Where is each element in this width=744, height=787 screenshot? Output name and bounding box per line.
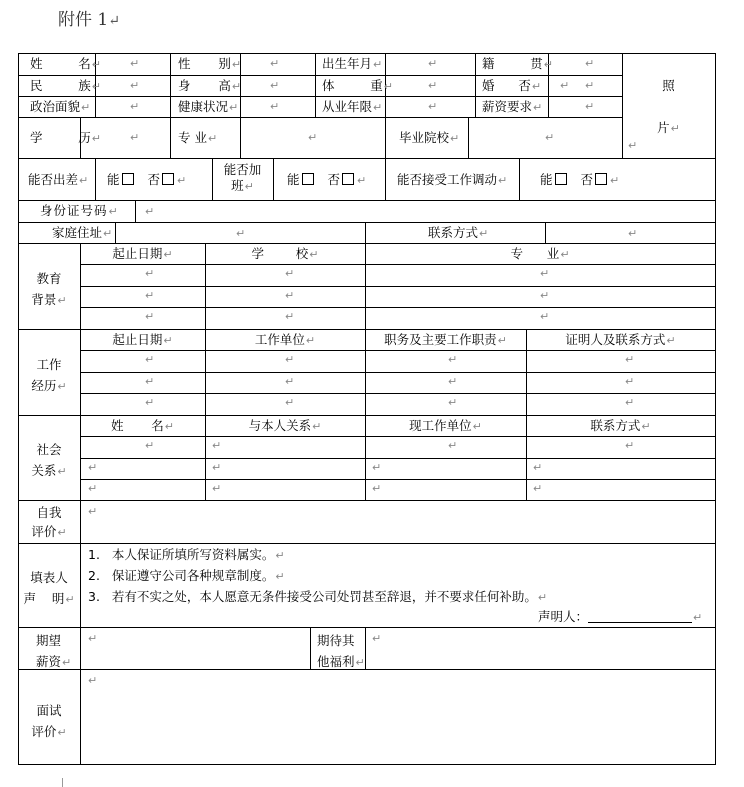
birth-label: 出生年月↵ [322, 56, 383, 71]
social-header-name: 姓 名↵ [110, 418, 175, 433]
social-header-employer: 现工作单位↵ [409, 418, 482, 433]
edu-header-major: 专 业↵ [510, 246, 570, 261]
work-years-label: 从业年限↵ [322, 99, 383, 114]
form-input-cell[interactable]: ↵ [308, 131, 318, 144]
form-input-cell[interactable]: ↵ [428, 100, 438, 113]
form-input-cell[interactable]: ↵ [270, 79, 280, 92]
id-number-label: 身份证号码↵ [40, 203, 119, 218]
grid-line [545, 222, 546, 243]
form-input-cell[interactable]: ↵ [145, 375, 155, 388]
grid-line [170, 53, 171, 117]
political-status-label: 政治面貌↵ [30, 99, 91, 114]
form-input-cell[interactable]: ↵ [560, 79, 570, 92]
photo-label-2: 片↵ [657, 120, 680, 135]
gender-label: 性 别↵ [178, 56, 242, 71]
overtime-options: 能 否 ↵ [287, 172, 367, 187]
form-input-cell[interactable]: ↵ [212, 461, 222, 474]
grid-line [365, 627, 366, 669]
form-input-cell[interactable]: ↵ [585, 100, 595, 113]
grid-line [622, 53, 623, 158]
grid-line [18, 200, 716, 201]
grid-line [18, 243, 716, 244]
social-side-label: 社会 关系↵ [31, 442, 67, 478]
declaration-item-2: 2. 保证遵守公司各种规章制度。↵ [88, 568, 285, 583]
self-eval-label: 自我 评价↵ [31, 505, 67, 539]
education-side-label: 教育 背景↵ [31, 271, 67, 307]
grid-line [475, 53, 476, 117]
form-input-cell[interactable]: ↵ [540, 310, 550, 323]
transfer-options: 能 否 ↵ [540, 172, 620, 187]
form-input-cell[interactable]: ↵ [540, 267, 550, 280]
name-label: 姓 名↵ [30, 56, 101, 71]
grid-line [18, 158, 716, 159]
form-input-cell[interactable]: ↵ [145, 396, 155, 409]
table-border-left [18, 53, 19, 765]
form-input-cell[interactable]: ↵ [145, 267, 155, 280]
overtime-yes-checkbox[interactable] [302, 173, 314, 185]
education-level-label: 学 历↵ [30, 130, 101, 145]
form-input-cell[interactable]: ↵ [585, 57, 595, 70]
grid-line [80, 436, 716, 437]
travel-label: 能否出差↵ [28, 172, 89, 187]
form-input-cell[interactable]: ↵ [285, 396, 295, 409]
form-input-cell[interactable]: ↵ [448, 375, 458, 388]
ethnic-label: 民 族↵ [30, 78, 101, 93]
grid-line [18, 329, 716, 330]
grid-line [365, 222, 366, 243]
form-input-cell[interactable]: ↵ [448, 396, 458, 409]
form-input-cell[interactable]: ↵ [212, 482, 222, 495]
travel-no-checkbox[interactable] [162, 173, 174, 185]
contact-input[interactable]: ↵ [628, 227, 638, 240]
graduate-school-label: 毕业院校↵ [399, 130, 460, 145]
grid-line [115, 222, 116, 243]
photo-label-1: 照 [662, 78, 675, 93]
paragraph-mark [62, 778, 63, 787]
grid-line [80, 458, 716, 459]
form-input-cell[interactable]: ↵ [270, 100, 280, 113]
health-label: 健康状况↵ [178, 99, 239, 114]
table-border-right [715, 53, 716, 765]
form-input-cell[interactable]: ↵ [545, 131, 555, 144]
table-border-top [18, 53, 716, 54]
form-input-cell[interactable]: ↵ [625, 353, 635, 366]
form-input-cell[interactable]: ↵ [428, 79, 438, 92]
edu-header-school: 学 校↵ [251, 246, 319, 261]
expected-salary-input[interactable]: ↵ [88, 632, 98, 645]
home-address-label: 家庭住址↵ [52, 225, 113, 240]
form-input-cell[interactable]: ↵ [145, 289, 155, 302]
grid-line [135, 200, 136, 222]
expected-benefits-input[interactable]: ↵ [372, 632, 382, 645]
social-header-contact: 联系方式↵ [590, 418, 651, 433]
grid-line [315, 53, 316, 117]
signature-line[interactable]: 声明人： ↵ [538, 609, 703, 624]
work-side-label: 工作 经历↵ [31, 357, 67, 393]
grid-line [80, 307, 716, 308]
grid-line [273, 158, 274, 200]
overtime-no-checkbox[interactable] [342, 173, 354, 185]
grid-line [18, 415, 716, 416]
grid-line [95, 158, 96, 200]
contact-label: 联系方式↵ [428, 225, 489, 240]
declaration-item-1: 1. 本人保证所填所写资料属实。↵ [88, 547, 285, 562]
grid-line [18, 500, 716, 501]
transfer-no-checkbox[interactable] [595, 173, 607, 185]
table-border-bottom [18, 764, 716, 765]
form-input-cell[interactable]: ↵ [212, 439, 222, 452]
form-input-cell[interactable]: ↵ [372, 461, 382, 474]
weight-label: 体 重↵ [322, 78, 393, 93]
form-input-cell[interactable]: ↵ [130, 100, 140, 113]
work-header-reference: 证明人及联系方式↵ [565, 332, 676, 347]
declaration-side-label: 填表人 声 明↵ [23, 570, 75, 606]
form-input-cell[interactable]: ↵ [585, 79, 595, 92]
page-title: 附件 1↵ [58, 10, 120, 30]
declaration-item-3: 3. 若有不实之处，本人愿意无条件接受公司处罚甚至辞退，并不要求任何补助。↵ [88, 589, 548, 604]
form-input-cell[interactable]: ↵ [448, 353, 458, 366]
interview-eval-input[interactable]: ↵ [88, 674, 98, 687]
form-input-cell[interactable]: ↵ [285, 267, 295, 280]
form-input-cell[interactable]: ↵ [372, 482, 382, 495]
form-input-cell[interactable]: ↵ [285, 310, 295, 323]
native-place-label: 籍 贯↵ [482, 56, 553, 71]
expected-salary-label: 期望 薪资↵ [36, 633, 72, 669]
grid-line [170, 117, 171, 158]
grid-line [80, 479, 716, 480]
grid-line [519, 158, 520, 200]
transfer-yes-checkbox[interactable] [555, 173, 567, 185]
grid-line [385, 158, 386, 200]
work-header-duties: 职务及主要工作职责↵ [384, 332, 507, 347]
grid-line [310, 627, 311, 669]
grid-line [385, 117, 386, 158]
grid-line [80, 286, 716, 287]
transfer-label: 能否接受工作调动↵ [397, 172, 508, 187]
form-input-cell[interactable]: ↵ [270, 57, 280, 70]
self-eval-input[interactable]: ↵ [88, 505, 98, 518]
salary-requirement-label: 薪资要求↵ [482, 99, 543, 114]
height-label: 身 高↵ [178, 78, 242, 93]
form-input-cell[interactable]: ↵ [540, 289, 550, 302]
form-input-cell[interactable]: ↵ [625, 396, 635, 409]
grid-line [80, 243, 81, 764]
grid-line [18, 669, 716, 670]
work-header-dates: 起止日期↵ [112, 332, 173, 347]
overtime-label: 能否加 班↵ [223, 162, 262, 193]
grid-line [80, 393, 716, 394]
grid-line [80, 350, 716, 351]
grid-line [240, 117, 241, 158]
edu-header-dates: 起止日期↵ [112, 246, 173, 261]
work-header-employer: 工作单位↵ [254, 332, 316, 347]
form-input-cell[interactable]: ↵ [428, 57, 438, 70]
form-input-cell[interactable]: ↵ [130, 79, 140, 92]
form-input-cell[interactable]: ↵ [130, 57, 140, 70]
grid-line [18, 627, 716, 628]
social-header-relation: 与本人关系↵ [248, 418, 322, 433]
grid-line [80, 372, 716, 373]
marriage-label: 婚 否↵ [482, 78, 542, 93]
home-address-input[interactable]: ↵ [236, 227, 246, 240]
form-input-cell[interactable]: ↵ [285, 375, 295, 388]
grid-line [18, 75, 622, 76]
form-input-cell[interactable]: ↵ [145, 310, 155, 323]
grid-line [18, 117, 622, 118]
form-input-cell[interactable]: ↵ [145, 439, 155, 452]
form-input-cell[interactable]: ↵ [533, 482, 543, 495]
form-input-cell[interactable]: ↵ [130, 131, 140, 144]
travel-options: 能 否 ↵ [107, 172, 187, 187]
major-label: 专 业↵ [178, 130, 218, 145]
form-input-cell[interactable]: ↵ [628, 139, 638, 152]
id-number-input[interactable]: ↵ [145, 205, 155, 218]
form-input-cell[interactable]: ↵ [145, 353, 155, 366]
interview-eval-label: 面试 评价↵ [31, 703, 67, 739]
grid-line [18, 96, 622, 97]
form-input-cell[interactable]: ↵ [625, 439, 635, 452]
form-input-cell[interactable]: ↵ [448, 439, 458, 452]
form-input-cell[interactable]: ↵ [88, 461, 98, 474]
form-input-cell[interactable]: ↵ [533, 461, 543, 474]
travel-yes-checkbox[interactable] [122, 173, 134, 185]
form-input-cell[interactable]: ↵ [285, 289, 295, 302]
form-input-cell[interactable]: ↵ [88, 482, 98, 495]
grid-line [80, 264, 716, 265]
form-input-cell[interactable]: ↵ [285, 353, 295, 366]
grid-line [18, 543, 716, 544]
expected-benefits-label: 期待其 他福利↵ [317, 633, 365, 669]
grid-line [468, 117, 469, 158]
form-input-cell[interactable]: ↵ [625, 375, 635, 388]
grid-line [18, 222, 716, 223]
